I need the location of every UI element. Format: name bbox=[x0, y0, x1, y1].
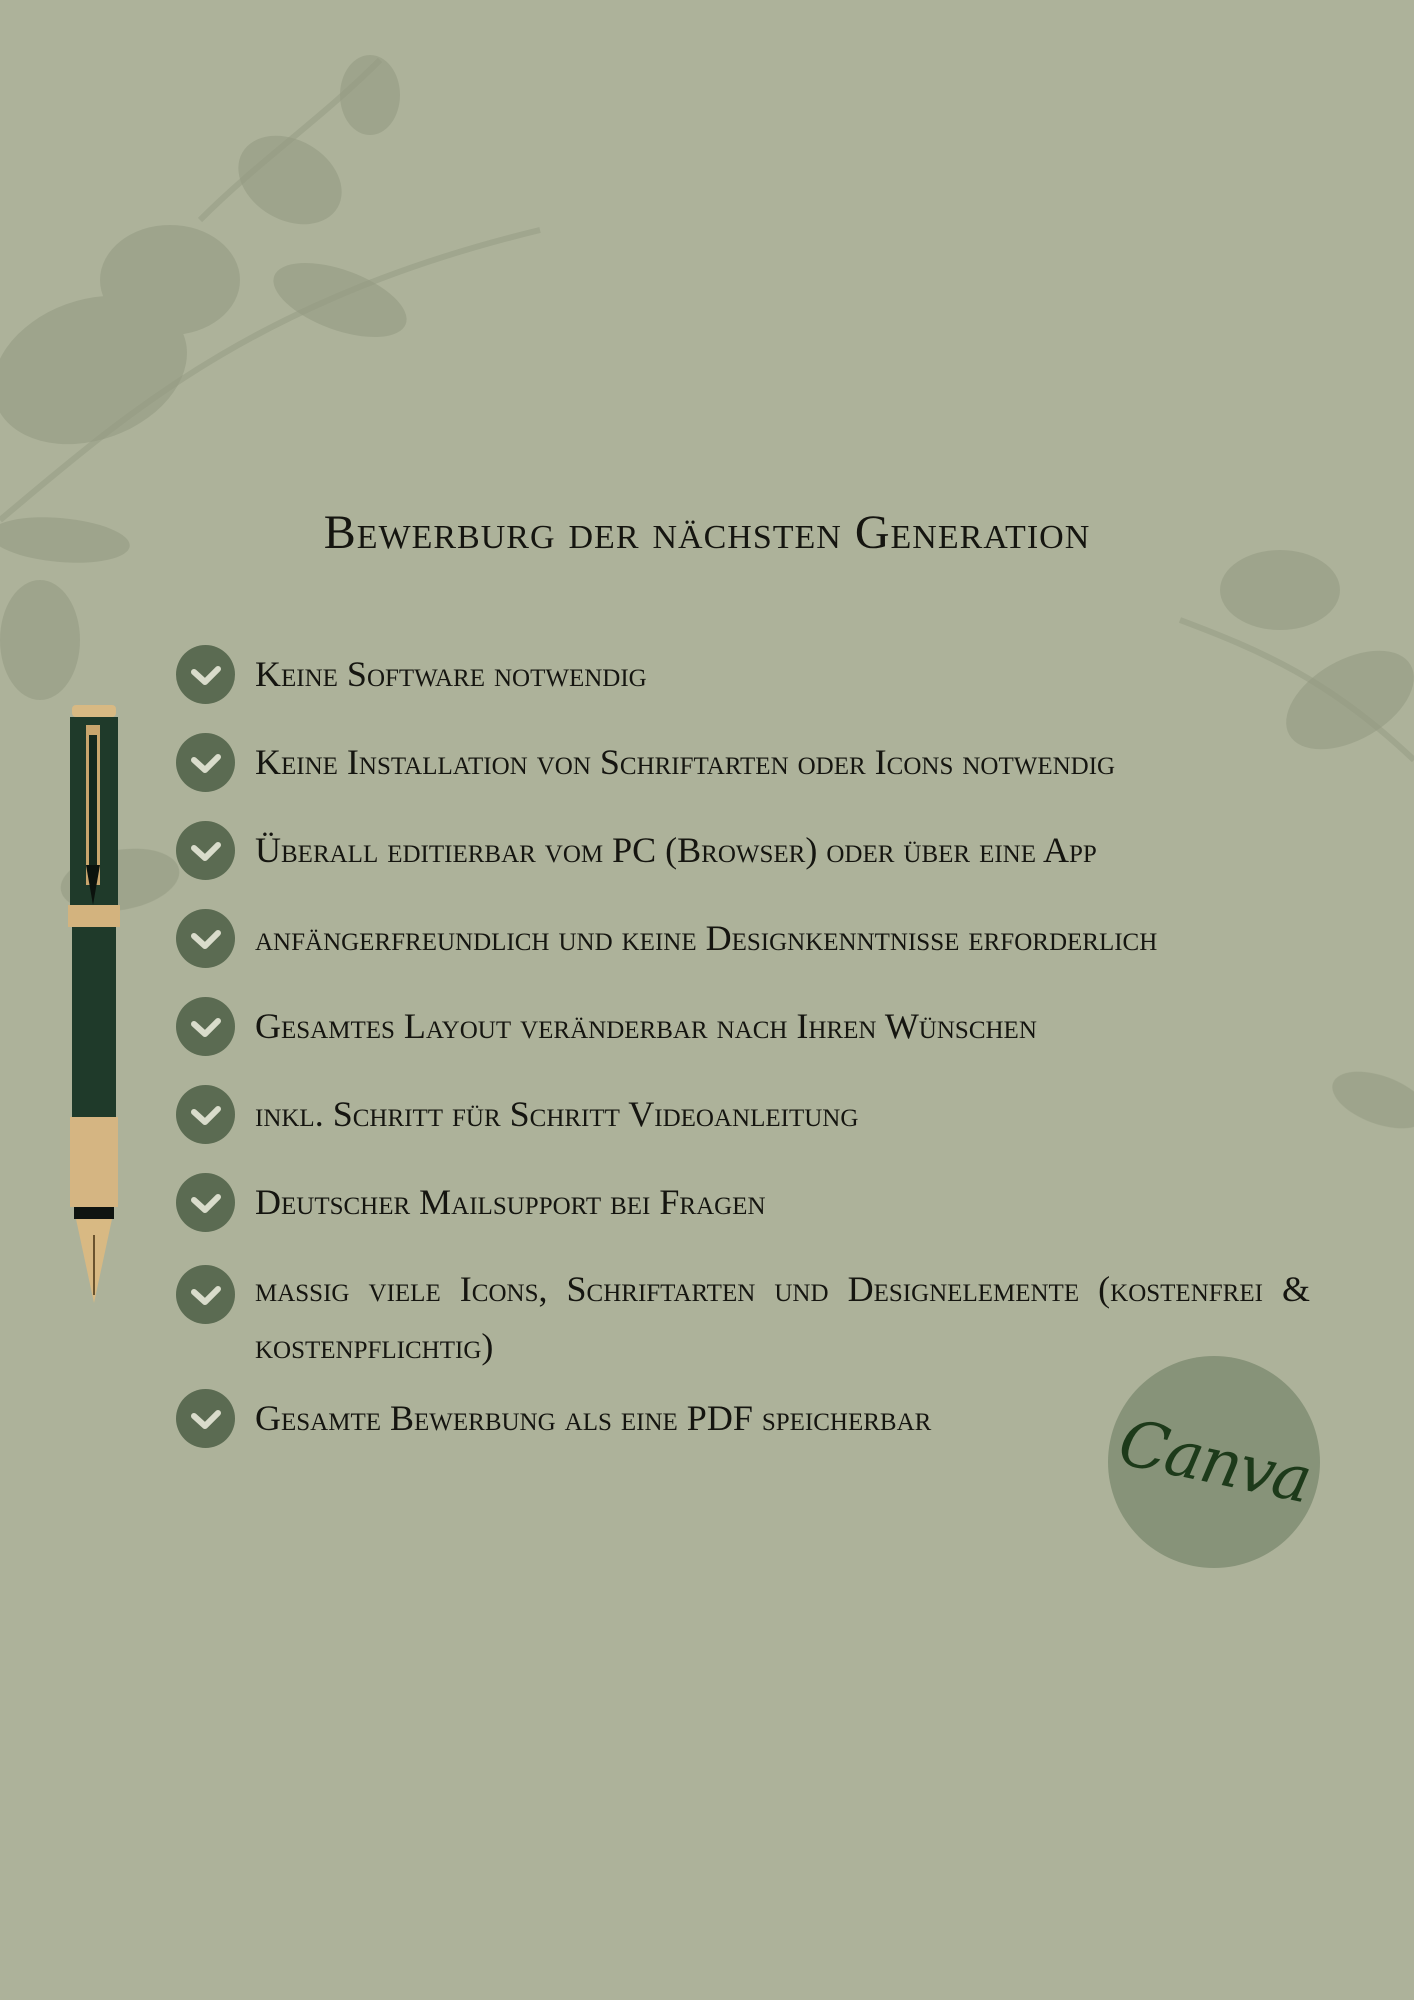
canva-logo: Canva bbox=[1112, 1405, 1316, 1519]
feature-text: Gesamte Bewerbung als eine PDF speicherbar bbox=[255, 1398, 932, 1438]
list-item bbox=[176, 821, 1376, 880]
canva-badge bbox=[1108, 1356, 1320, 1568]
checkmark-icon bbox=[176, 997, 235, 1056]
feature-text: anfängerfreundlich und keine Designkenntnisse erforderlich bbox=[255, 918, 1158, 958]
checkmark-icon bbox=[176, 1389, 235, 1448]
checkmark-icon bbox=[176, 1085, 235, 1144]
feature-text: Keine Installation von Schriftarten oder Icons notwendig bbox=[255, 742, 1116, 782]
list-item bbox=[176, 909, 1376, 968]
feature-text: massig viele Icons, Schriftarten und Designelemente (kostenfrei & kostenpflichtig) bbox=[255, 1269, 1310, 1366]
checkmark-icon bbox=[176, 1265, 235, 1324]
feature-list bbox=[176, 645, 1376, 1477]
fountain-pen-icon bbox=[64, 705, 124, 1305]
checkmark-icon bbox=[176, 733, 235, 792]
list-item bbox=[176, 997, 1376, 1056]
checkmark-icon bbox=[176, 1173, 235, 1232]
feature-text: Überall editierbar vom PC (Browser) oder über eine App bbox=[255, 830, 1097, 870]
checkmark-icon bbox=[176, 909, 235, 968]
feature-text: inkl. Schritt für Schritt Videoanleitung bbox=[255, 1094, 859, 1134]
checkmark-icon bbox=[176, 645, 235, 704]
feature-text: Keine Software notwendig bbox=[255, 654, 647, 694]
checkmark-icon bbox=[176, 821, 235, 880]
list-item bbox=[176, 645, 1376, 704]
page-title: Bewerburg der nächsten Generation bbox=[323, 506, 1091, 559]
list-item bbox=[176, 1085, 1376, 1144]
feature-text: Deutscher Mailsupport bei Fragen bbox=[255, 1182, 766, 1222]
list-item bbox=[176, 1173, 1376, 1232]
feature-text: Gesamtes Layout veränderbar nach Ihren Wünschen bbox=[255, 1006, 1037, 1046]
list-item bbox=[176, 733, 1376, 792]
